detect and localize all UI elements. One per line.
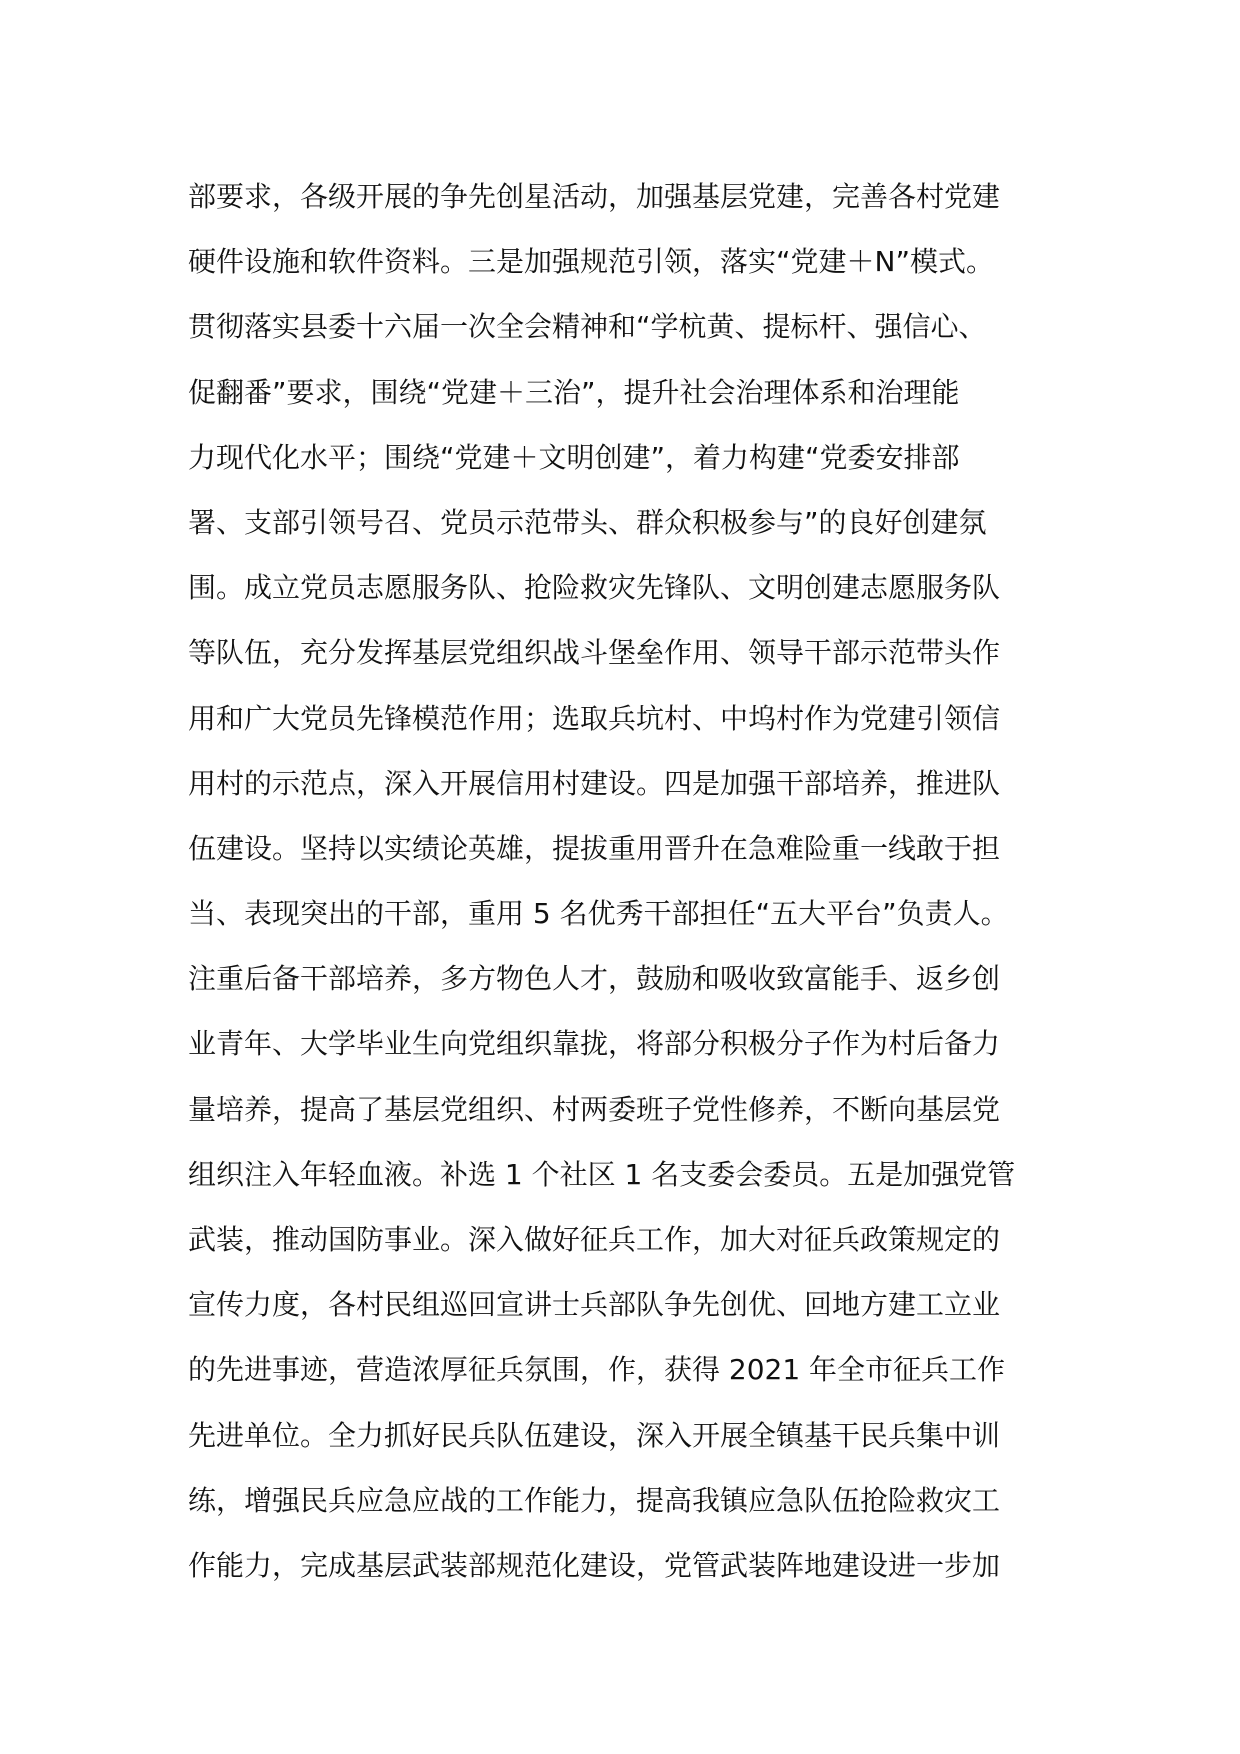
text-line: 注重后备干部培养，多方物色人才，鼓励和吸收致富能手、返乡创	[188, 962, 1001, 996]
text-line: 当、表现突出的干部，重用 5 名优秀干部担任“五大平台”负责人。	[188, 897, 1009, 931]
text-line: 围。成立党员志愿服务队、抢险救灾先锋队、文明创建志愿服务队	[188, 571, 1001, 605]
text-line: 武装，推动国防事业。深入做好征兵工作，加大对征兵政策规定的	[188, 1223, 1001, 1256]
text-line: 量培养，提高了基层党组织、村两委班子党性修养，不断向基层党	[188, 1092, 1001, 1126]
text-line: 宣传力度，各村民组巡回宣讲士兵部队争先创优、回地方建工立业	[188, 1288, 1001, 1322]
text-line: 先进单位。全力抓好民兵队伍建设，深入开展全镇基干民兵集中训	[188, 1418, 1001, 1452]
text-line: 硬件设施和软件资料。三是加强规范引领，落实“党建＋N”模式。	[188, 245, 994, 279]
text-line: 等队伍，充分发挥基层党组织战斗堡垒作用、领导干部示范带头作	[188, 636, 1001, 670]
text-line: 组织注入年轻血液。补选 1 个社区 1 名支委会委员。五是加强党管	[188, 1157, 1016, 1191]
text-line: 作能力，完成基层武装部规范化建设，党管武装阵地建设进一步加	[188, 1548, 1001, 1582]
text-line: 用和广大党员先锋模范作用；选取兵坑村、中坞村作为党建引领信	[188, 701, 1001, 735]
text-line: 业青年、大学毕业生向党组织靠拢，将部分积极分子作为村后备力	[188, 1027, 1001, 1061]
body-paragraph	[188, 164, 1068, 1598]
text-line: 署、支部引领号召、党员示范带头、群众积极参与”的良好创建氛	[188, 505, 987, 539]
text-line: 的先进事迹，营造浓厚征兵氛围，作，获得 2021 年全市征兵工作	[188, 1353, 1006, 1387]
text-line: 力现代化水平；围绕“党建＋文明创建”，着力构建“党委安排部	[188, 440, 960, 474]
text-line: 伍建设。坚持以实绩论英雄，提拔重用晋升在急难险重一线敢于担	[188, 831, 1001, 865]
text-line: 贯彻落实县委十六届一次全会精神和“学杭黄、提标杆、强信心、	[188, 310, 987, 344]
text-line: 练，增强民兵应急应战的工作能力，提高我镇应急队伍抢险救灾工	[188, 1483, 1001, 1517]
text-line: 促翻番”要求，围绕“党建＋三治”，提升社会治理体系和治理能	[188, 375, 960, 409]
text-line: 用村的示范点，深入开展信用村建设。四是加强干部培养，推进队	[188, 766, 1001, 800]
text-line: 部要求，各级开展的争先创星活动，加强基层党建，完善各村党建	[188, 180, 1001, 213]
